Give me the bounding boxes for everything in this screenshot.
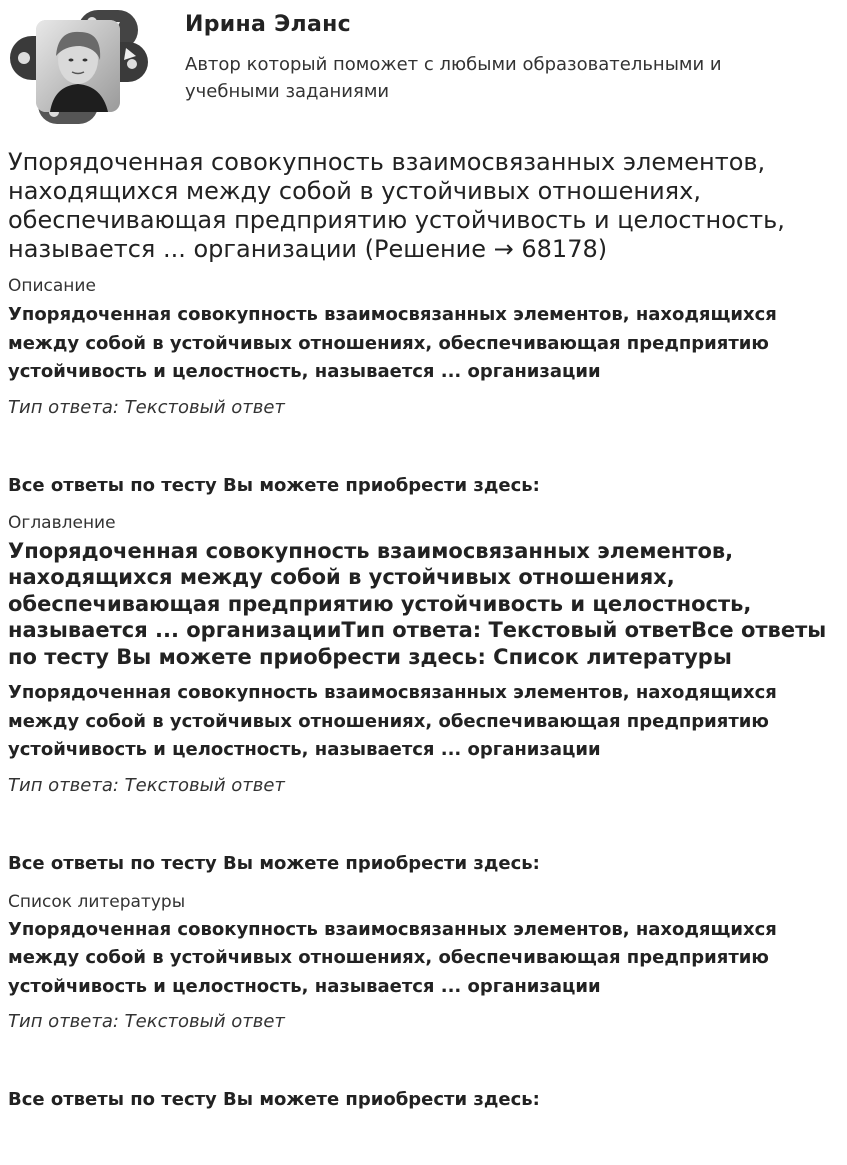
toc-buy-text: Все ответы по тесту Вы можете приобрести здесь: bbox=[8, 852, 540, 874]
description-buy-text: Все ответы по тесту Вы можете приобрести здесь: bbox=[8, 474, 540, 496]
references-answer-type: Тип ответа: Текстовый ответ bbox=[8, 1011, 285, 1032]
description-answer-type: Тип ответа: Текстовый ответ bbox=[8, 396, 285, 418]
description-question: Упорядоченная совокупность взаимосвязанных элементов, находящихся между собой в устойчивых отношениях, обеспечивающая предприятию устойчивость и целостность, называется ... организации bbox=[8, 304, 777, 382]
toc-question: Упорядоченная совокупность взаимосвязанных элементов, находящихся между собой в устойчивых отношениях, обеспечивающая предприятию устойчивость и целостность, называется ... организации bbox=[8, 682, 777, 760]
toc-heading: Упорядоченная совокупность взаимосвязанных элементов, находящихся между собой в устойчивых отношениях, обеспечивающая предприятию устойчивость и целостность, называется ... организацииТип ответа: Текстовый ответВсе ответы по тесту Вы можете приобрести здесь: Список литературы bbox=[8, 538, 827, 669]
toc-answer-type: Тип ответа: Текстовый ответ bbox=[8, 774, 285, 796]
author-avatar bbox=[8, 8, 150, 126]
references-question: Упорядоченная совокупность взаимосвязанных элементов, находящихся между собой в устойчивых отношениях, обеспечивающая предприятию устойчивость и целостность, называется ... организации bbox=[8, 918, 777, 997]
references-buy-text: Все ответы по тесту Вы можете приобрести здесь: bbox=[8, 1089, 540, 1110]
author-description: Автор который поможет с любыми образовательными и учебными заданиями bbox=[185, 54, 722, 102]
references-label: Список литературы bbox=[8, 891, 186, 912]
page-title: Упорядоченная совокупность взаимосвязанных элементов, находящихся между собой в устойчивых отношениях, обеспечивающая предприятию устойчивость и целостность, называется ... организации (Решение → 68178) bbox=[8, 148, 785, 263]
main-content bbox=[8, 148, 836, 1111]
author-name[interactable]: Ирина Эланс bbox=[185, 12, 351, 37]
author-block bbox=[0, 0, 847, 140]
description-label: Описание bbox=[8, 276, 96, 296]
toc-label: Оглавление bbox=[8, 512, 116, 533]
author-photo bbox=[36, 20, 120, 112]
